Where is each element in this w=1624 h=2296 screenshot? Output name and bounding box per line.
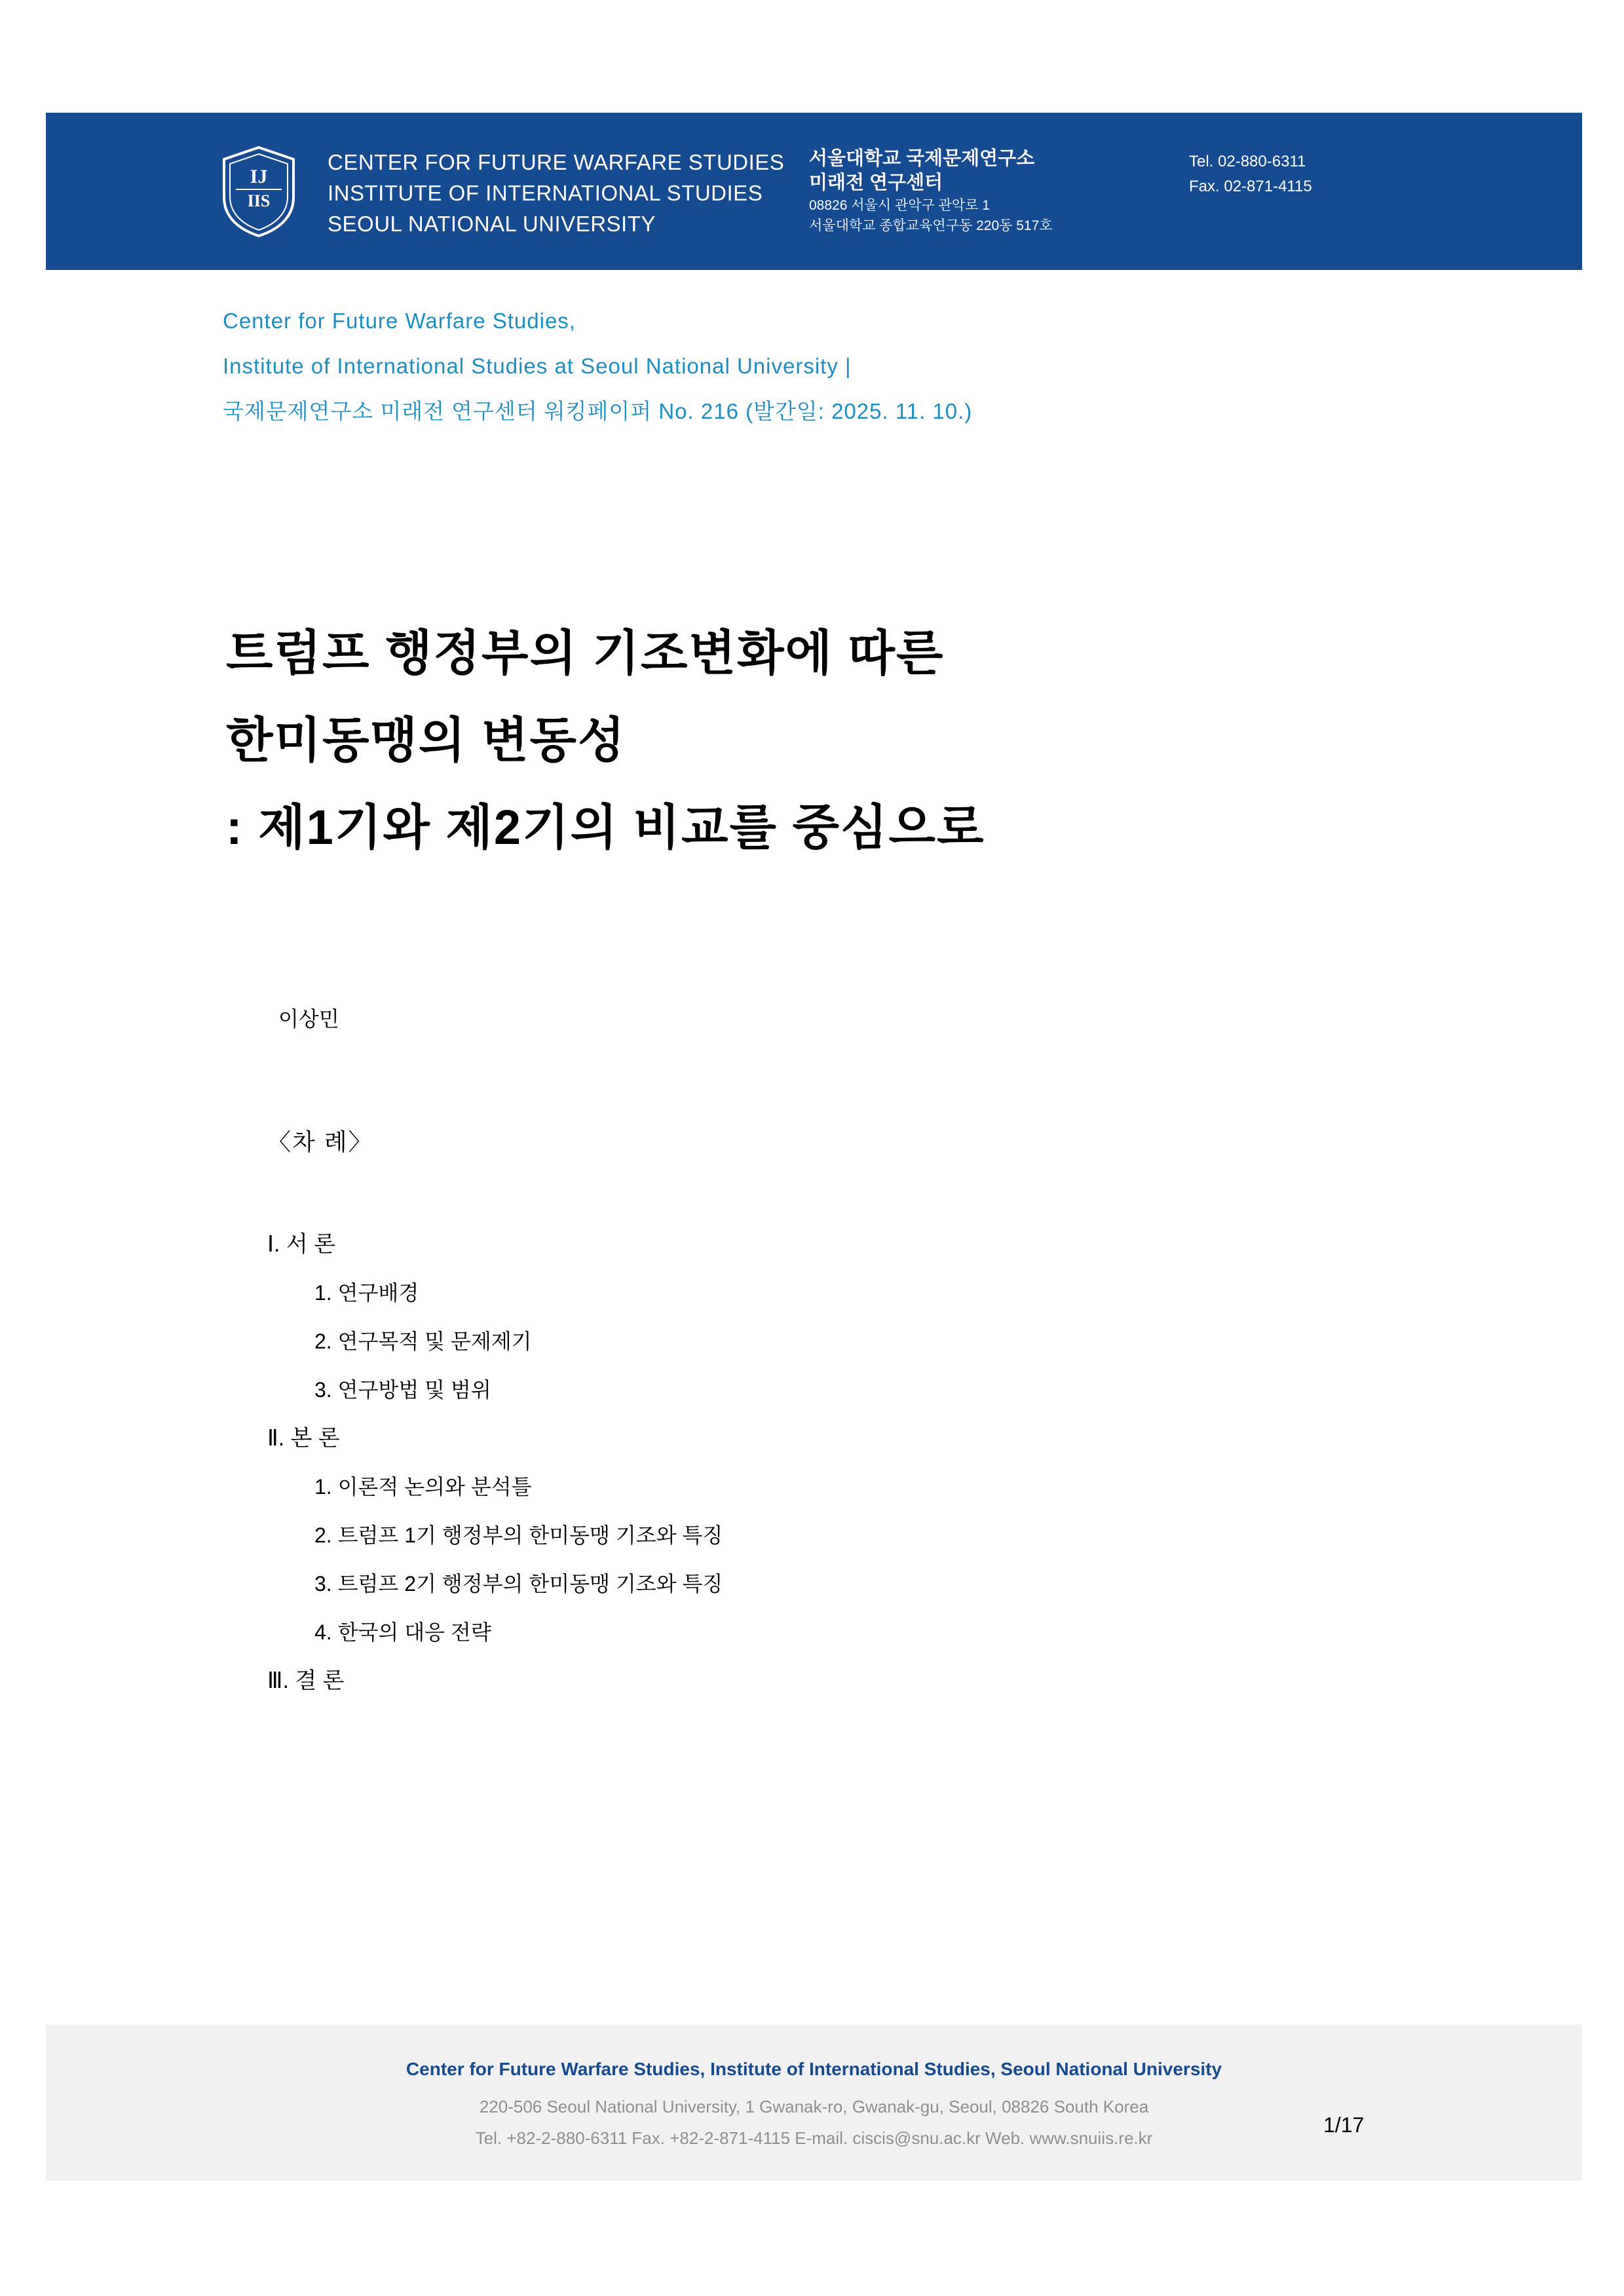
toc-item: 4. 한국의 대응 전략	[314, 1620, 491, 1644]
toc-item: 3. 연구방법 및 범위	[314, 1378, 491, 1402]
org-kr-line-2: 미래전 연구센터	[809, 172, 943, 193]
org-en-line-1: CENTER FOR FUTURE WARFARE STUDIES	[328, 150, 785, 174]
toc-item: Ⅲ. 결 론	[267, 1668, 345, 1693]
snu-iis-crest-icon	[210, 142, 308, 240]
title-line-2: 한미동맹의 변동성	[226, 713, 626, 767]
footer-address: 220-506 Seoul National University, 1 Gwanak-ro, Gwanak-gu, Seoul, 08826 South Korea	[479, 2097, 1149, 2116]
title-line-3: : 제1기와 제2기의 비교를 중심으로	[226, 800, 985, 854]
footer-institution: Center for Future Warfare Studies, Institute of International Studies, Seoul National University	[406, 2059, 1222, 2079]
footer-contact: Tel. +82-2-880-6311 Fax. +82-2-871-4115 E-mail. ciscis@snu.ac.kr Web. www.snuiis.re.kr	[475, 2128, 1153, 2148]
toc-item: 1. 연구배경	[314, 1281, 419, 1305]
table-of-contents	[267, 1220, 723, 1705]
toc-item: 3. 트럼프 2기 행정부의 한미동맹 기조와 특징	[314, 1572, 723, 1596]
toc-item: 2. 트럼프 1기 행정부의 한미동맹 기조와 특징	[314, 1523, 723, 1547]
author-name: 이상민	[278, 1007, 339, 1031]
header-telephone: Tel. 02-880-6311	[1189, 153, 1306, 170]
toc-item: Ⅱ. 본 론	[267, 1426, 340, 1451]
svg-text:IJ: IJ	[250, 166, 268, 187]
working-paper-series-info	[223, 298, 972, 434]
toc-heading: 〈차 례〉	[267, 1128, 373, 1155]
org-kr-line-1: 서울대학교 국제문제연구소	[809, 148, 1035, 169]
organization-name-english	[328, 147, 784, 239]
series-line-1: Center for Future Warfare Studies,	[223, 309, 576, 333]
org-address-line-2: 서울대학교 종합교육연구동 220동 517호	[809, 218, 1053, 233]
svg-text:IIS: IIS	[247, 191, 271, 210]
document-header-band	[46, 113, 1582, 270]
page-number: 1/17	[1323, 2113, 1365, 2137]
toc-item: 1. 이론적 논의와 분석틀	[314, 1475, 532, 1499]
toc-item: Ⅰ. 서 론	[267, 1232, 336, 1257]
toc-item: 2. 연구목적 및 문제제기	[314, 1330, 532, 1353]
document-footer-band	[46, 2025, 1582, 2181]
organization-name-korean	[809, 147, 1053, 236]
org-en-line-3: SEOUL NATIONAL UNIVERSITY	[328, 212, 656, 236]
org-address-line-1: 08826 서울시 관악구 관악로 1	[809, 198, 990, 213]
header-content	[46, 113, 1582, 270]
series-line-3: 국제문제연구소 미래전 연구센터 워킹페이퍼 No. 216 (발간일: 2025. 11. 10.)	[223, 399, 973, 423]
page-title	[226, 609, 1471, 871]
title-line-1: 트럼프 행정부의 기조변화에 따른	[226, 626, 945, 680]
org-en-line-2: INSTITUTE OF INTERNATIONAL STUDIES	[328, 181, 763, 205]
series-line-2: Institute of International Studies at Seoul National University |	[223, 354, 852, 378]
header-fax: Fax. 02-871-4115	[1189, 178, 1312, 195]
header-contact-info	[1189, 149, 1312, 199]
